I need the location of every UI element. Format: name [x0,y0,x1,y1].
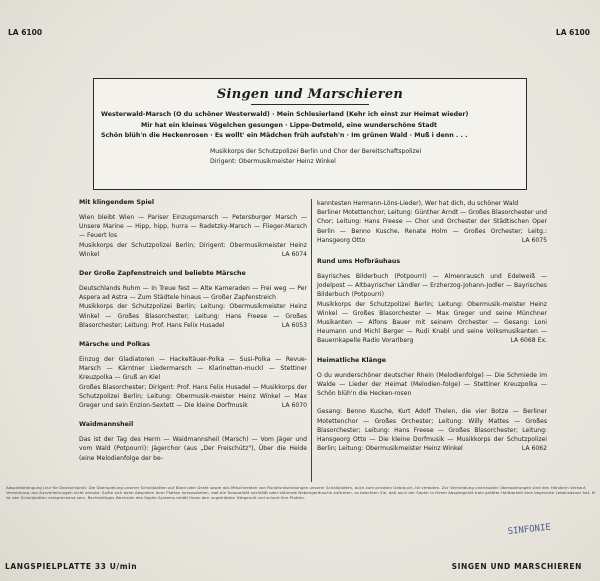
stamp-text: SINFONIE [507,522,552,538]
album-entry [79,270,307,330]
album-entry-code: LA 6053 [281,321,307,329]
album-entry-tracks: Wien bleibt Wien — Pariser Einzugsmarsch — Petersburger Marsch — Unsere Marine — Hipp, hipp, hurra — Radetzky-Marsch — Flieger-Marsch — Feuert los [79,214,307,240]
album-entry-credit: Großes Blasorchester; Dirigent: Prof. Hans Felix Husadel — Musikkorps der Schutzpolizei Berlin; Leitung: Obermusik-meister Heinz Winkel — Max Greger und sein Enzion-Sextett — Die kleine Dorfmusik [79,383,307,410]
performer-credits [94,147,526,167]
album-entry-title: Waidmannsheil [79,421,134,429]
album-entry-tracks: kanntesten Hermann-Löns-Lieder), Wer hat dich, du schöner Wald [317,200,519,207]
album-entry-credit: Musikkorps der Schutzpolizei Berlin; Leitung: Obermusikmeister Heinz Winkel — Großes Blasorchester; Leitung: Hans Freese — Großes Blasorchester; Leitung: Prof. Hans Felix Husadel [79,303,307,329]
album-entry-tracks: Deutschlands Ruhm — In Treue fest — Alte Kameraden — Frei weg — Per Aspera ad Astra — Zum Städtele hinaus — Großer Zapfenstreich [79,285,307,302]
album-entry [317,357,547,454]
song-line: Schön blüh'n die Heckenrosen · Es wollt' ein Mädchen früh aufsteh'n · Im grünen Wald · Muß i denn . . . [101,132,468,140]
album-entry [317,199,547,245]
album-entry-code: LA 6062 [521,445,547,453]
left-column [79,199,307,474]
album-entry-code: LA 6074 [281,250,307,258]
album-entry-credit: Musikkorps der Schutzpolizei Berlin; Leitung: Obermusik-meister Heinz Winkel — Großes Blasorchester — Max Greger und seine Münchner Musikanten — Alfons Bauer mit seinem Orchester — Gesang: Loni Heumann und Michl Berger — Rudi Knabl und seine Volksmusikanten — Bauernkapelle Radio Vorarlberg [317,300,547,345]
album-entry-tracks: O du wunderschöner deutscher Rhein (Melodienfolge) — Die Schmiede im Walde — Lieder der Heimat (Melodien-folge) — Stettiner Kreuzpolka — Schön blüh'n die Hecken-rosen [317,371,547,398]
album-entry-title: Mit klingendem Spiel [79,199,155,206]
song-line: Westerwald-Marsch (O du schöner Westerwald) · Mein Schlesierland (Kehr ich einst zur Heimat wieder) [101,111,469,118]
album-entry-tracks: Bayrisches Bilderbuch (Potpourri) — Almenrausch und Edelweiß — Jodelpost — Altbayrischer Ländler — Erzherzog-Johann-Jodler — Bayrisches Bilderbuch (Potpourri) [317,273,547,299]
album-entry-credit: Musikkorps der Schutzpolizei Berlin; Dirigent: Obermusikmeister Heinz Winkel [79,241,307,258]
legal-notice: Abspielbedingung (nur für Deutschland): Die Überspielung unserer Schallplatten auf Band oder Draht sowie das Mitschneiden von Rundfunksendungen unserer Schallplatten, auch zum privaten Gebrauch, ist verboten. Zur Vermeidung unerlaubter Überspielungen sind den Händlern Verkauf, Vermietung und Ausverleihungen nicht erlaubt. Sollte sich beim Abspielen Ihrer Platten herausstellen, daß die Tonqualität nachläßt oder störende Nebengeräusche auftreten, so beachten Sie, daß auch der Saphir in Ihrem Abspielgerät trotz größter Haltbarkeit eine begrenzte Lebensdauer hat. Er ist den Schallplatten entsprechend sein. Rechtzeitiges Wechseln des Saphir-Systems erhält Ihnen den ungetrübten Hörgenuß und schont Ihre Platten. [6,485,596,501]
album-entry-code: LA 6068 Ex. [510,337,547,345]
album-entry-credit: Gesang: Benno Kusche, Kurt Adolf Thelen, die vier Botze — Berliner Motettenchor — Großes Orchester; Leitung: Willy Mattes — Großes Blasorchester; Leitung: Hans Freese — Großes Blasorchester; Leitung: Hansgeorg Otto — Die kleine Dorfmusik — Musikkorps der Schutzpolizei Berlin; Leitung: Obermusikmeister Heinz Winkel [317,408,547,453]
album-entry [79,199,307,259]
album-entry-title: Heimatliche Klänge [317,356,387,364]
right-column [317,199,547,464]
song-line: Mir hat ein kleines Vögelchen gesungen · Lippe-Detmold, eine wunderschöne Stadt [141,121,438,129]
column-divider [311,199,312,482]
album-entry-title: Märsche und Polkas [79,341,150,349]
album-entry-title: Rund ums Hofbräuhaus [317,258,401,266]
catalog-number-left: LA 6100 [8,28,43,37]
album-entry [317,258,547,346]
conductor-line: Dirigent: Obermusikmeister Heinz Winkel [210,157,336,165]
performer-line: Musikkorps der Schutzpolizei Berlin und Chor der Bereitschaftspolizei [210,147,422,155]
spine-title: SINGEN UND MARSCHIEREN [451,562,582,571]
album-entry [79,341,307,410]
song-list [101,110,526,142]
album-entry-code: LA 6075 [521,236,547,244]
album-entry-tracks: Einzug der Gladiatoren — Hackeltäuer-Polka — Susi-Polka — Revue-Marsch — Kärntner Liedermarsch — Klarinetten-muckl — Stettiner Kreuzpolka — Gruß an Kiel [79,356,307,382]
library-stamp [506,513,569,553]
album-entry-code: LA 6070 [281,402,307,410]
catalog-number-right: LA 6100 [555,28,590,37]
album-entry-credit: Berliner Motettenchor; Leitung: Günther Arndt — Großes Blasorchester und Chor; Leitung: Hans Freese — Chor und Orchester der Städtischen Oper Berlin — Benno Kusche, Renate Holm — Großes Orchester; Leitg.: Hansgeorg Otto [317,209,547,244]
title-underline [251,104,369,105]
title-box [93,78,527,190]
bottom-strip [0,555,600,581]
album-entry-title: Der Große Zapfenstreich und beliebte Märsche [79,270,246,278]
album-entry-tracks: Das ist der Tag des Herrn — Waidmannsheil (Marsch) — Vom Jäger und vom Wald (Potpourri): Jägerchor (aus „Der Freischütz"), Über die Heide (eine Melodienfolge der be- [79,436,307,462]
album-title: Singen und Marschieren [216,87,404,102]
format-label: LANGSPIELPLATTE 33 U/min [5,562,138,571]
album-entry [79,421,307,463]
